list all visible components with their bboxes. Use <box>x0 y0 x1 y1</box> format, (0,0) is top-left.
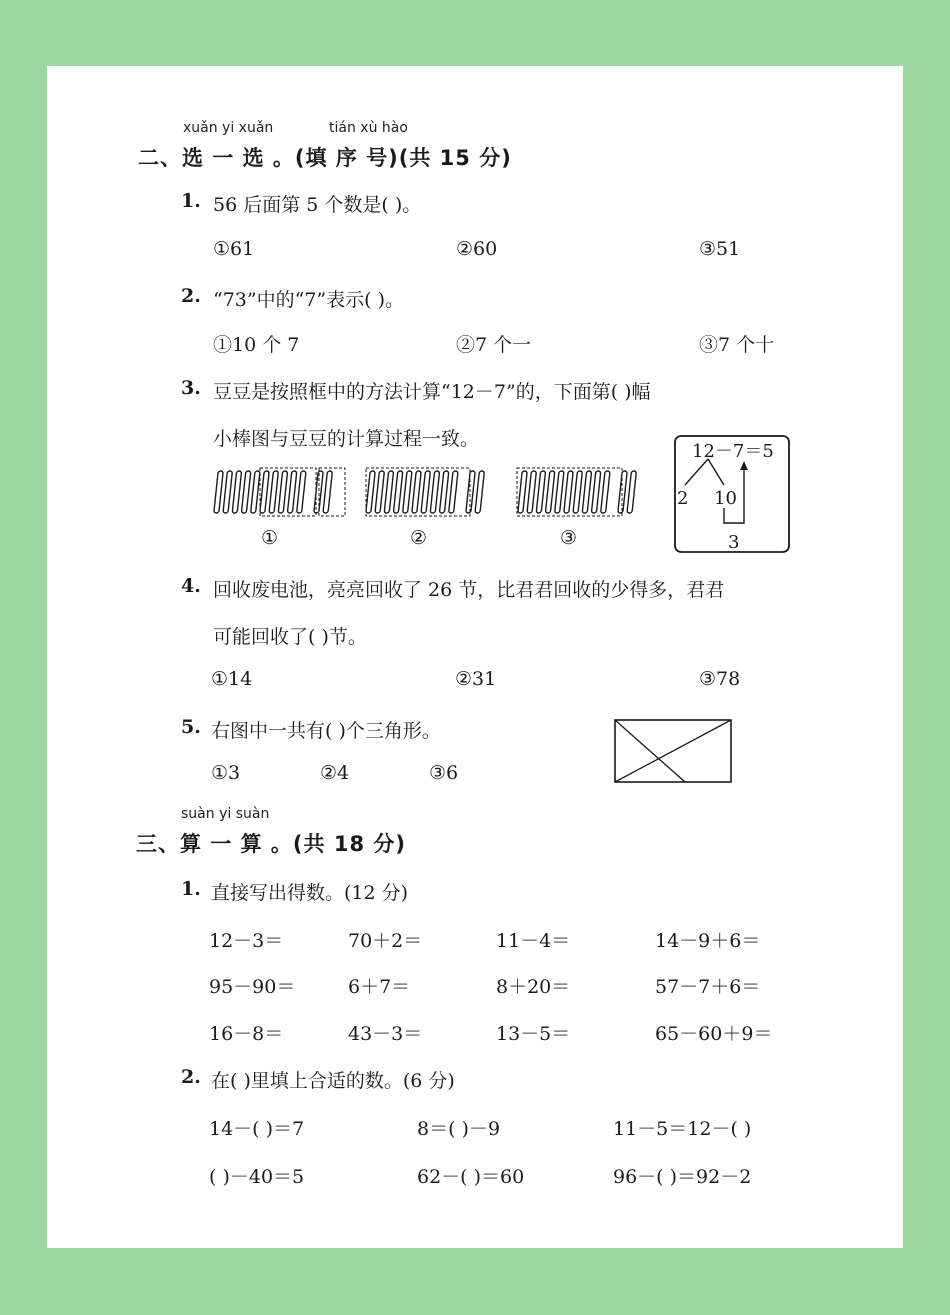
option-1[interactable]: ①61 <box>213 238 255 260</box>
stick <box>449 471 458 513</box>
calc-item[interactable]: 11－4＝ <box>496 930 571 952</box>
method-left-part: 2 <box>677 488 689 509</box>
calc-item[interactable]: 65－60＋9＝ <box>655 1023 773 1045</box>
stick-label-1[interactable]: ① <box>261 527 279 549</box>
method-result: 3 <box>728 532 740 553</box>
question-text: “73”中的“7”表示( )。 <box>213 289 404 311</box>
stick <box>601 471 610 513</box>
fill-blank-item[interactable]: ( )－40＝5 <box>209 1166 305 1188</box>
calc-item[interactable]: 43－3＝ <box>348 1023 423 1045</box>
fill-blank-item[interactable]: 11－5＝12－( ) <box>613 1118 752 1140</box>
question-text: 豆豆是按照框中的方法计算“12－7”的，下面第( )幅 <box>213 381 651 403</box>
stick <box>527 471 536 513</box>
stick <box>214 471 223 513</box>
question-number: 3. <box>181 377 201 399</box>
stick <box>545 471 554 513</box>
stick <box>573 471 582 513</box>
option-3[interactable]: ③51 <box>699 238 741 260</box>
triangle-figure <box>614 719 732 783</box>
fill-blank-item[interactable]: 14－( )＝7 <box>209 1118 305 1140</box>
stick <box>393 471 402 513</box>
question-text-line2: 可能回收了( )节。 <box>213 626 367 648</box>
stick <box>287 471 296 513</box>
stick <box>582 471 591 513</box>
stick <box>297 471 306 513</box>
method-right-part: 10 <box>714 488 737 509</box>
stick <box>591 471 600 513</box>
stick <box>412 471 421 513</box>
pinyin-suan-yi-suan: suàn yi suàn <box>181 806 270 822</box>
stick <box>518 471 527 513</box>
option-3[interactable]: ③7 个十 <box>699 334 775 356</box>
option-3[interactable]: ③6 <box>429 762 459 784</box>
fill-blank-item[interactable]: 62－( )＝60 <box>417 1166 525 1188</box>
calc-item[interactable]: 57－7＋6＝ <box>655 976 761 998</box>
stick-label-2[interactable]: ② <box>410 527 428 549</box>
question-text-line2: 小棒图与豆豆的计算过程一致。 <box>213 428 480 450</box>
stick <box>403 471 412 513</box>
section-3-title: 三、算 一 算 。(共 18 分) <box>136 832 406 856</box>
option-1[interactable]: ①10 个 7 <box>213 334 300 356</box>
stick <box>555 471 564 513</box>
stick <box>421 471 430 513</box>
calc-item[interactable]: 12－3＝ <box>209 930 284 952</box>
pinyin-tian-xu-hao: tián xù hào <box>329 120 408 136</box>
question-text: 56 后面第 5 个数是( )。 <box>213 194 422 216</box>
stick <box>618 471 627 513</box>
question-number: 1. <box>181 878 201 900</box>
option-1[interactable]: ①14 <box>211 668 253 690</box>
calc-item[interactable]: 16－8＝ <box>209 1023 284 1045</box>
question-number: 2. <box>181 1066 201 1088</box>
question-number: 5. <box>181 716 201 738</box>
method-equation: 12－7＝5 <box>692 441 774 462</box>
stick-label-3[interactable]: ③ <box>560 527 578 549</box>
stick <box>251 471 260 513</box>
stick <box>564 471 573 513</box>
option-2[interactable]: ②7 个一 <box>456 334 532 356</box>
stick <box>269 471 278 513</box>
question-text: 直接写出得数。(12 分) <box>211 882 409 904</box>
stick <box>223 471 232 513</box>
calc-item[interactable]: 6＋7＝ <box>348 976 411 998</box>
question-number: 4. <box>181 575 201 597</box>
stick <box>627 471 636 513</box>
stick <box>241 471 250 513</box>
calc-item[interactable]: 8＋20＝ <box>496 976 571 998</box>
option-2[interactable]: ②31 <box>455 668 497 690</box>
section-2-title: 二、选 一 选 。(填 序 号)(共 15 分) <box>138 146 512 170</box>
option-2[interactable]: ②60 <box>456 238 498 260</box>
stick <box>375 471 384 513</box>
stick <box>260 471 269 513</box>
fill-blank-item[interactable]: 96－( )＝92－2 <box>613 1166 752 1188</box>
calc-item[interactable]: 70＋2＝ <box>348 930 423 952</box>
stick <box>278 471 287 513</box>
calc-item[interactable]: 14－9＋6＝ <box>655 930 761 952</box>
calc-item[interactable]: 95－90＝ <box>209 976 296 998</box>
stick <box>323 471 332 513</box>
stick <box>430 471 439 513</box>
fill-blank-item[interactable]: 8＝( )－9 <box>417 1118 501 1140</box>
option-2[interactable]: ②4 <box>320 762 350 784</box>
stick <box>384 471 393 513</box>
stick <box>475 471 484 513</box>
stick <box>536 471 545 513</box>
question-number: 1. <box>181 190 201 212</box>
option-1[interactable]: ①3 <box>211 762 241 784</box>
calc-item[interactable]: 13－5＝ <box>496 1023 571 1045</box>
stick <box>314 471 323 513</box>
stick <box>232 471 241 513</box>
question-text: 在( )里填上合适的数。(6 分) <box>211 1070 455 1092</box>
pinyin-xuan-yi-xuan: xuǎn yi xuǎn <box>183 120 274 136</box>
question-text: 右图中一共有( )个三角形。 <box>211 720 441 742</box>
stick <box>366 471 375 513</box>
stick <box>439 471 448 513</box>
question-text: 回收废电池，亮亮回收了 26 节，比君君回收的少得多，君君 <box>213 579 725 601</box>
question-number: 2. <box>181 285 201 307</box>
option-3[interactable]: ③78 <box>699 668 741 690</box>
